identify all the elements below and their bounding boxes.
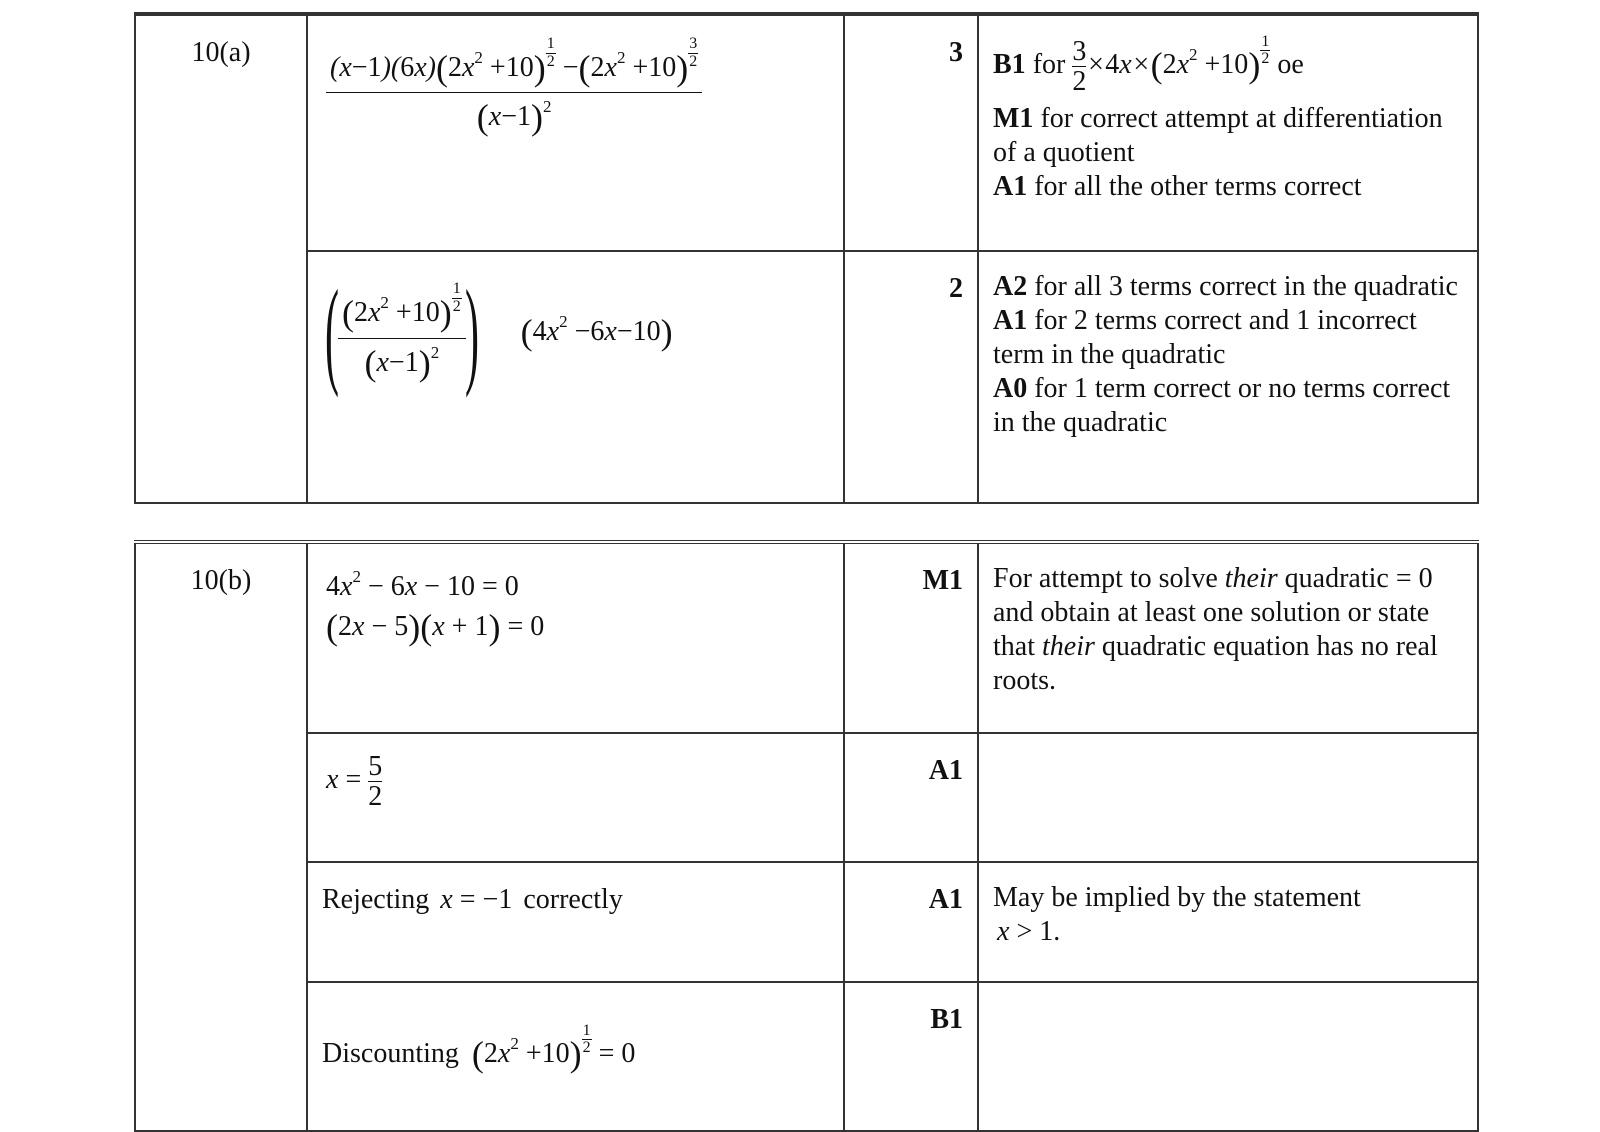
guidance-cell [978, 982, 1478, 1131]
discounted-expression: $(2x^2 +10)$ $\frac{1}{2}$ = 0 [471, 1022, 636, 1074]
marks-cell: M1 [844, 542, 978, 733]
table-row [135, 733, 1478, 862]
table-row [135, 862, 1478, 982]
table-row [135, 982, 1478, 1131]
quadratic-equation: $4x^2 - 6x - 10 = 0$ [326, 567, 519, 602]
question-number: 10(a) [135, 15, 307, 503]
answer-cell [307, 733, 844, 862]
answer-cell: Discounting $(2x^2 +10)$ $\frac{1}{2}$ = 0 [307, 982, 844, 1131]
marks-cell: B1 [844, 982, 978, 1131]
marks-cell: 3 [844, 15, 978, 251]
marks-cell: 2 [844, 251, 978, 503]
answer-cell [307, 542, 844, 733]
answer-cell: Rejecting x = −1 correctly [307, 862, 844, 982]
answer-cell: ( $(2x^2 +10)$ $\frac{1}{2}$ $(x-1)^2$ ) $(4x^2 -6x-10)$ [307, 251, 844, 503]
marks-cell: A1 [844, 862, 978, 982]
table-row [135, 15, 1478, 251]
guidance-cell [978, 733, 1478, 862]
rejected-root: x = −1 [440, 884, 513, 915]
marks-cell: A1 [844, 733, 978, 862]
guidance-cell: B1 for $\frac{3}{2}$ $\times 4x\times(2x^2 +10)$ $\frac{1}{2}$ oe M1 for correct attempt at differentiation of a quotient A1 for all the other terms correct [978, 15, 1478, 251]
guidance-cell: May be implied by the statement x > 1. [978, 862, 1478, 982]
table-row [135, 251, 1478, 503]
guidance-cell: For attempt to solve their quadratic = 0 and obtain at least one solution or state that their quadratic equation has no real roots. [978, 542, 1478, 733]
table-row [135, 542, 1478, 733]
mark-scheme-table-part-a [134, 12, 1479, 504]
guidance-cell: A2 for all 3 terms correct in the quadratic A1 for 2 terms correct and 1 incorrect term in the quadratic A0 for 1 term correct or no terms correct in the quadratic [978, 251, 1478, 503]
mark-scheme-table-part-b [134, 540, 1479, 1132]
factorised-equation: (2x − 5)(x + 1) = 0 [326, 607, 545, 647]
quadratic-factor: $(4x^2 -6x-10)$ [520, 312, 673, 352]
b1-expression: $\frac{3}{2}$ $\times 4x\times(2x^2 +10)$ $\frac{1}{2}$ [1072, 33, 1270, 98]
question-number: 10(b) [135, 542, 307, 1131]
solution-x: x = $\frac{5}{2}$ [326, 751, 383, 813]
answer-cell: $(x-1)(6x)(2x^2 +10)$ $\frac{1}{2}$ $-(2x^2 +10)$ $\frac{3}{2}$ $(x-1)^2$ [307, 15, 844, 251]
